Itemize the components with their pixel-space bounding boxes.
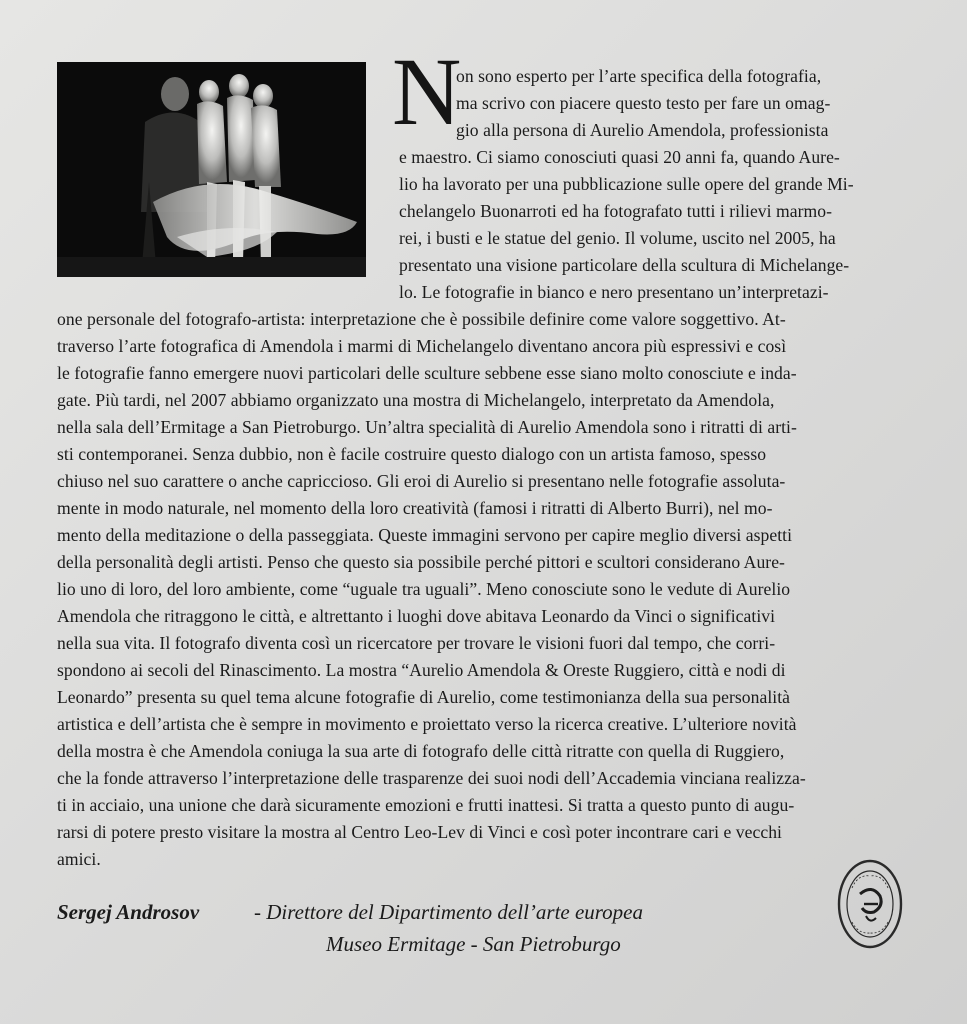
body-text-line: della personalità degli artisti. Penso che questo sia possibile perché pittori e scultori considerano Aure-	[57, 552, 785, 572]
signature-role: - Direttore del Dipartimento dell’arte europea	[254, 900, 644, 924]
body-text-line: amici.	[57, 849, 101, 869]
body-text-line: ti in acciaio, una unione che darà sicuramente emozioni e frutti inattesi. Si tratta a questo punto di augu-	[57, 795, 795, 815]
body-text-line: on sono esperto per l’arte specifica della fotografia,	[456, 66, 822, 86]
body-text-line: one personale del fotografo-artista: interpretazione che è possibile definire come valore soggettivo. At-	[57, 309, 786, 329]
body-text-line: che la fonde attraverso l’interpretazione delle trasparenze dei suoi nodi dell’Accademia vinciana realizza-	[57, 768, 806, 788]
signature-name: Sergej Androsov	[57, 900, 200, 924]
body-text-line: artistica e dell’artista che è sempre in movimento e proiettato verso la ricerca creative. L’ulteriore novità	[57, 714, 797, 734]
body-text-line: gate. Più tardi, nel 2007 abbiamo organizzato una mostra di Michelangelo, interpretato da Amendola,	[57, 390, 775, 410]
body-text-line: chelangelo Buonarroti ed ha fotografato tutti i rilievi marmo-	[399, 201, 833, 221]
body-text-line: ma scrivo con piacere questo testo per fare un omag-	[456, 93, 831, 113]
body-text-line: Leonardo” presenta su quel tema alcune fotografie di Aurelio, come testimonianza della sua personalità	[57, 687, 791, 707]
body-text-line: le fotografie fanno emergere nuovi particolari delle sculture sebbene esse siano molto conosciute e inda-	[57, 363, 797, 383]
body-text-line: nella sala dell’Ermitage a San Pietroburgo. Un’altra specialità di Aurelio Amendola sono i ritratti di arti-	[57, 417, 797, 437]
body-text-line: e maestro. Ci siamo conosciuti quasi 20 anni fa, quando Aure-	[399, 147, 840, 167]
body-text-line: Amendola che ritraggono le città, e altrettanto i luoghi dove abitava Leonardo da Vinci o significativi	[57, 606, 776, 626]
body-text-line: chiuso nel suo carattere o anche capriccioso. Gli eroi di Aurelio si presentano nelle fotografie assoluta-	[57, 471, 786, 491]
body-text-line: della mostra è che Amendola coniuga la sua arte di fotografo delle città ritratte con quella di Ruggiero,	[57, 741, 785, 761]
body-text-line: spondono ai secoli del Rinascimento. La mostra “Aurelio Amendola & Oreste Ruggiero, città e nodi di	[57, 660, 786, 680]
body-text-line: mento della meditazione o della passeggiata. Queste immagini servono per capire meglio diversi aspetti	[57, 525, 793, 545]
body-text-line: lio ha lavorato per una pubblicazione sulle opere del grande Mi-	[399, 174, 854, 194]
body-text-line: sti contemporanei. Senza dubbio, non è facile costruire questo dialogo con un artista famoso, spesso	[57, 444, 767, 464]
body-text-line: rarsi di potere presto visitare la mostra al Centro Leo-Lev di Vinci e così poter incontrare cari e vecchi	[57, 822, 782, 842]
sculpture-photo-image	[57, 62, 366, 277]
drop-cap: N	[392, 38, 462, 145]
body-text-line: rei, i busti e le statue del genio. Il volume, uscito nel 2005, ha	[399, 228, 836, 248]
body-text-line: nella sua vita. Il fotografo diventa così un ricercatore per trovare le visioni fuori dal tempo, che corri-	[57, 633, 776, 653]
body-text-line: gio alla persona di Aurelio Amendola, professionista	[456, 120, 829, 140]
body-text-line: mente in modo naturale, nel momento della loro creatività (famosi i ritratti di Alberto Burri), nel mo-	[57, 498, 773, 518]
body-text-line: traverso l’arte fotografica di Amendola i marmi di Michelangelo diventano ancora più espressivi e così	[57, 336, 787, 356]
body-text-line: lo. Le fotografie in bianco e nero presentano un’interpretazi-	[399, 282, 829, 302]
signature-institution: Museo Ermitage - San Pietroburgo	[326, 932, 621, 956]
hermitage-seal-logo	[836, 858, 904, 950]
body-text-line: presentato una visione particolare della scultura di Michelange-	[399, 255, 850, 275]
body-text-line: lio uno di loro, del loro ambiente, come “uguale tra uguali”. Meno conosciute sono le vedute di Aurelio	[57, 579, 791, 599]
article-photo	[57, 62, 366, 277]
